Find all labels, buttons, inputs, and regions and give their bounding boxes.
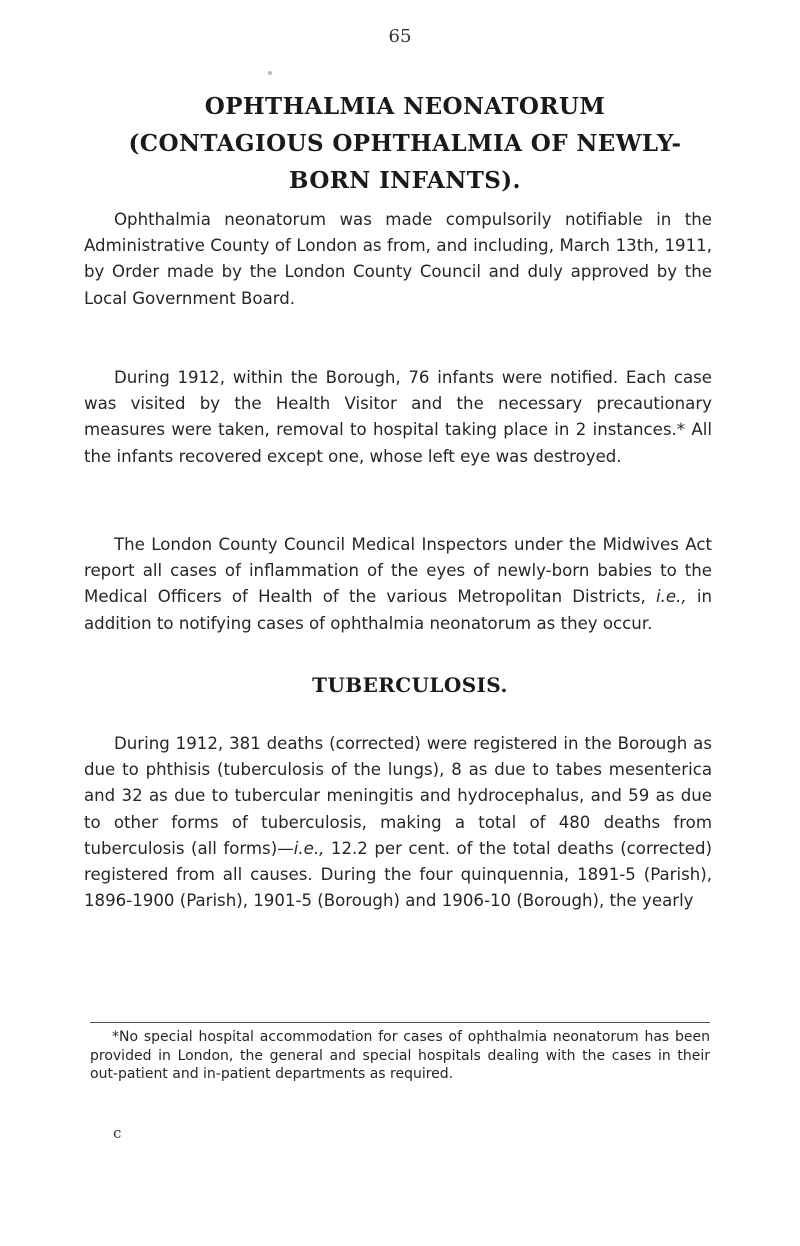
paragraph-lcc-inspectors bbox=[84, 532, 712, 637]
paragraph-text: The London County Council Medical Inspectors under the Midwives Act report all cases of inflammation of the eyes of newly-born babies to the Medical Officers of Health of the various Metropolitan Districts, bbox=[84, 535, 712, 607]
paragraph-infants-notified: During 1912, within the Borough, 76 infants were notified. Each case was visited by the Health Visitor and the necessary precautionary measures were taken, removal to hospital taking place in 2 instances.* All the infants recovered except one, whose left eye was destroyed. bbox=[84, 368, 712, 466]
footnote: *No special hospital accommodation for cases of ophthalmia neonatorum has been provided in London, the general and special hospitals dealing with the cases in their out-patient and in-patient departments as required. bbox=[90, 1029, 710, 1083]
abbreviation-ie: i.e., bbox=[656, 587, 687, 607]
page-title bbox=[60, 88, 750, 199]
title-line-3: BORN INFANTS). bbox=[289, 167, 521, 194]
page-number: 65 bbox=[388, 26, 412, 47]
print-speck bbox=[268, 71, 272, 75]
paragraph-text: During 1912, 381 deaths (corrected) were registered in the Borough as due to phthisis (tuberculosis of the lungs), 8 as due to tabes mesenterica and 32 as due to tubercular meningitis and hydrocephalus, and 59 as due to other forms of tuberculosis, making a total of 480 deaths from tuberculosis (all forms)— bbox=[84, 734, 712, 858]
paragraph-text: in addition to notifying cases of ophthalmia neonatorum as they occur. bbox=[84, 587, 713, 633]
paragraph-notification-order: Ophthalmia neonatorum was made compulsorily notifiable in the Administrative County of London as from, and including, March 13th, 1911, by Order made by the London County Council and duly approved by the Local Government Board. bbox=[84, 210, 712, 308]
signature-mark: c bbox=[113, 1124, 122, 1142]
abbreviation-ie: i.e., bbox=[293, 838, 325, 858]
section-heading-tuberculosis: TUBERCULOSIS. bbox=[312, 673, 508, 697]
title-line-2: (CONTAGIOUS OPHTHALMIA OF NEWLY- bbox=[128, 130, 682, 157]
title-line-1: OPHTHALMIA NEONATORUM bbox=[204, 93, 606, 120]
paragraph-text: 12.2 per cent. of the total deaths (corrected) registered from all causes. During the four quinquennia, 1891-5 (Parish), 1896-1900 (Parish), 1901-5 (Borough) and 1906-10 (Borough), the yearly bbox=[84, 838, 712, 911]
paragraph-tuberculosis-deaths bbox=[84, 731, 712, 914]
footnote-rule bbox=[90, 1022, 710, 1023]
